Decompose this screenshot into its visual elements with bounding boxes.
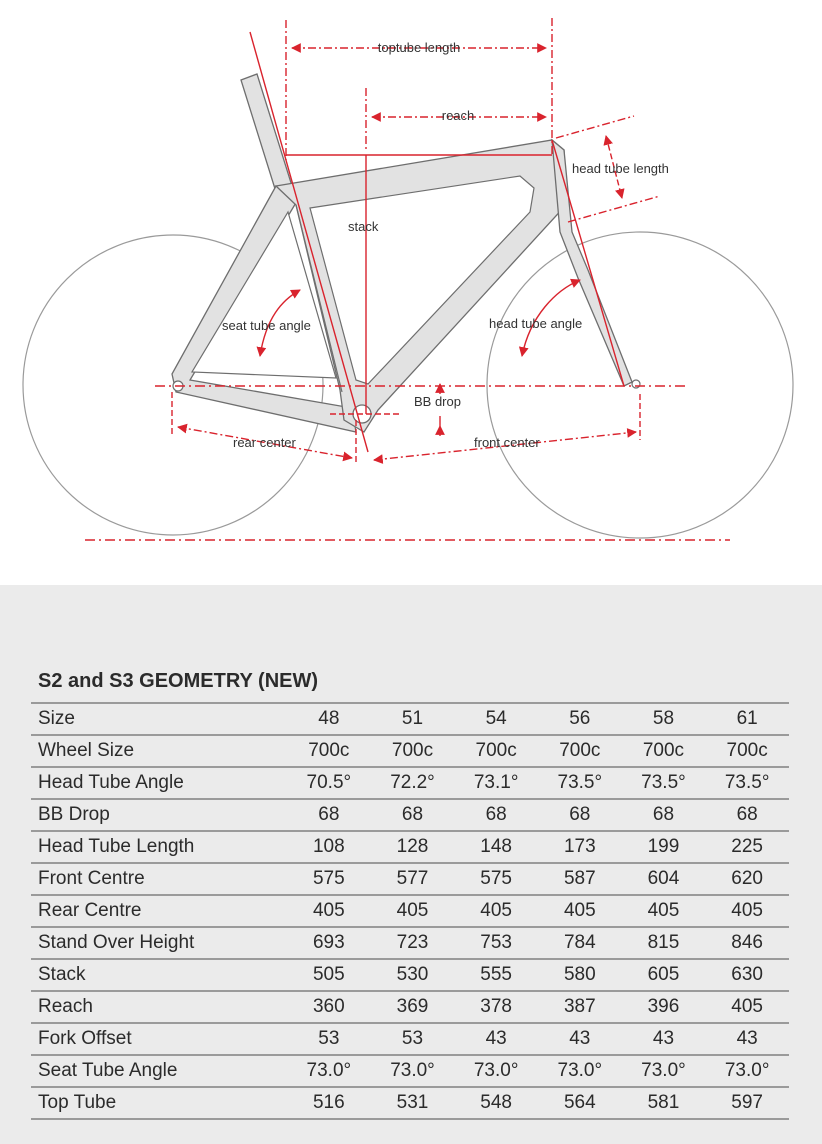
row-label: Wheel Size xyxy=(31,735,287,767)
table-cell: 630 xyxy=(705,959,789,991)
table-row xyxy=(31,767,789,799)
table-cell: 555 xyxy=(454,959,538,991)
table-cell: 58 xyxy=(622,703,706,735)
label-seat-tube-angle: seat tube angle xyxy=(222,318,311,333)
table-row xyxy=(31,959,789,991)
geometry-table xyxy=(31,702,789,1120)
label-toptube-length: toptube length xyxy=(377,40,461,55)
label-head-tube-length: head tube length xyxy=(572,161,669,176)
table-cell: 700c xyxy=(287,735,371,767)
table-cell: 516 xyxy=(287,1087,371,1119)
table-cell: 405 xyxy=(454,895,538,927)
table-cell: 225 xyxy=(705,831,789,863)
table-cell: 396 xyxy=(622,991,706,1023)
row-label: BB Drop xyxy=(31,799,287,831)
label-stack: stack xyxy=(348,219,379,234)
table-cell: 73.5° xyxy=(622,767,706,799)
table-cell: 378 xyxy=(454,991,538,1023)
table-cell: 68 xyxy=(371,799,455,831)
label-bb-drop: BB drop xyxy=(414,394,461,409)
row-label: Fork Offset xyxy=(31,1023,287,1055)
table-cell: 72.2° xyxy=(371,767,455,799)
table-cell: 405 xyxy=(705,991,789,1023)
table-cell: 199 xyxy=(622,831,706,863)
table-cell: 53 xyxy=(287,1023,371,1055)
table-cell: 73.0° xyxy=(705,1055,789,1087)
table-cell: 700c xyxy=(622,735,706,767)
row-label: Rear Centre xyxy=(31,895,287,927)
table-cell: 54 xyxy=(454,703,538,735)
table-cell: 405 xyxy=(371,895,455,927)
table-row xyxy=(31,799,789,831)
table-cell: 73.1° xyxy=(454,767,538,799)
table-row xyxy=(31,927,789,959)
label-front-center: front center xyxy=(474,435,540,450)
table-cell: 405 xyxy=(538,895,622,927)
table-cell: 43 xyxy=(622,1023,706,1055)
table-cell: 580 xyxy=(538,959,622,991)
row-label: Stand Over Height xyxy=(31,927,287,959)
table-cell: 846 xyxy=(705,927,789,959)
table-cell: 581 xyxy=(622,1087,706,1119)
table-cell: 73.0° xyxy=(287,1055,371,1087)
row-label: Size xyxy=(31,703,287,735)
table-cell: 70.5° xyxy=(287,767,371,799)
table-row xyxy=(31,1023,789,1055)
table-cell: 61 xyxy=(705,703,789,735)
label-reach: reach xyxy=(441,108,475,123)
table-cell: 723 xyxy=(371,927,455,959)
table-row xyxy=(31,831,789,863)
table-cell: 68 xyxy=(705,799,789,831)
table-row xyxy=(31,895,789,927)
table-cell: 605 xyxy=(622,959,706,991)
table-cell: 68 xyxy=(454,799,538,831)
table-cell: 405 xyxy=(287,895,371,927)
table-cell: 531 xyxy=(371,1087,455,1119)
table-cell: 148 xyxy=(454,831,538,863)
table-cell: 597 xyxy=(705,1087,789,1119)
table-cell: 43 xyxy=(538,1023,622,1055)
table-cell: 530 xyxy=(371,959,455,991)
geometry-title: S2 and S3 GEOMETRY (NEW) xyxy=(38,670,319,692)
table-cell: 73.5° xyxy=(538,767,622,799)
row-label: Head Tube Length xyxy=(31,831,287,863)
table-cell: 48 xyxy=(287,703,371,735)
table-row xyxy=(31,863,789,895)
table-cell: 700c xyxy=(371,735,455,767)
table-cell: 700c xyxy=(454,735,538,767)
table-cell: 369 xyxy=(371,991,455,1023)
table-cell: 387 xyxy=(538,991,622,1023)
table-row xyxy=(31,1055,789,1087)
table-row xyxy=(31,1087,789,1119)
table-cell: 73.0° xyxy=(622,1055,706,1087)
table-cell: 505 xyxy=(287,959,371,991)
row-label: Reach xyxy=(31,991,287,1023)
table-cell: 815 xyxy=(622,927,706,959)
table-cell: 43 xyxy=(454,1023,538,1055)
row-label: Stack xyxy=(31,959,287,991)
front-dropout xyxy=(632,380,640,388)
label-rear-center: rear center xyxy=(233,435,296,450)
table-row xyxy=(31,703,789,735)
table-row xyxy=(31,735,789,767)
table-cell: 575 xyxy=(454,863,538,895)
row-label: Top Tube xyxy=(31,1087,287,1119)
table-cell: 700c xyxy=(538,735,622,767)
table-cell: 53 xyxy=(371,1023,455,1055)
table-cell: 693 xyxy=(287,927,371,959)
table-cell: 587 xyxy=(538,863,622,895)
geometry-table-panel xyxy=(0,585,822,1144)
label-head-tube-angle: head tube angle xyxy=(489,316,583,331)
table-cell: 73.0° xyxy=(538,1055,622,1087)
table-cell: 56 xyxy=(538,703,622,735)
row-label: Seat Tube Angle xyxy=(31,1055,287,1087)
table-cell: 360 xyxy=(287,991,371,1023)
table-cell: 753 xyxy=(454,927,538,959)
table-cell: 604 xyxy=(622,863,706,895)
table-cell: 43 xyxy=(705,1023,789,1055)
table-cell: 108 xyxy=(287,831,371,863)
table-cell: 173 xyxy=(538,831,622,863)
table-cell: 68 xyxy=(287,799,371,831)
table-cell: 405 xyxy=(705,895,789,927)
table-row xyxy=(31,991,789,1023)
table-cell: 68 xyxy=(622,799,706,831)
table-cell: 548 xyxy=(454,1087,538,1119)
table-cell: 577 xyxy=(371,863,455,895)
row-label: Front Centre xyxy=(31,863,287,895)
table-cell: 51 xyxy=(371,703,455,735)
table-cell: 700c xyxy=(705,735,789,767)
table-cell: 620 xyxy=(705,863,789,895)
table-cell: 68 xyxy=(538,799,622,831)
table-cell: 784 xyxy=(538,927,622,959)
table-cell: 73.0° xyxy=(371,1055,455,1087)
table-cell: 564 xyxy=(538,1087,622,1119)
table-cell: 128 xyxy=(371,831,455,863)
table-cell: 405 xyxy=(622,895,706,927)
table-cell: 73.0° xyxy=(454,1055,538,1087)
table-cell: 575 xyxy=(287,863,371,895)
row-label: Head Tube Angle xyxy=(31,767,287,799)
table-cell: 73.5° xyxy=(705,767,789,799)
